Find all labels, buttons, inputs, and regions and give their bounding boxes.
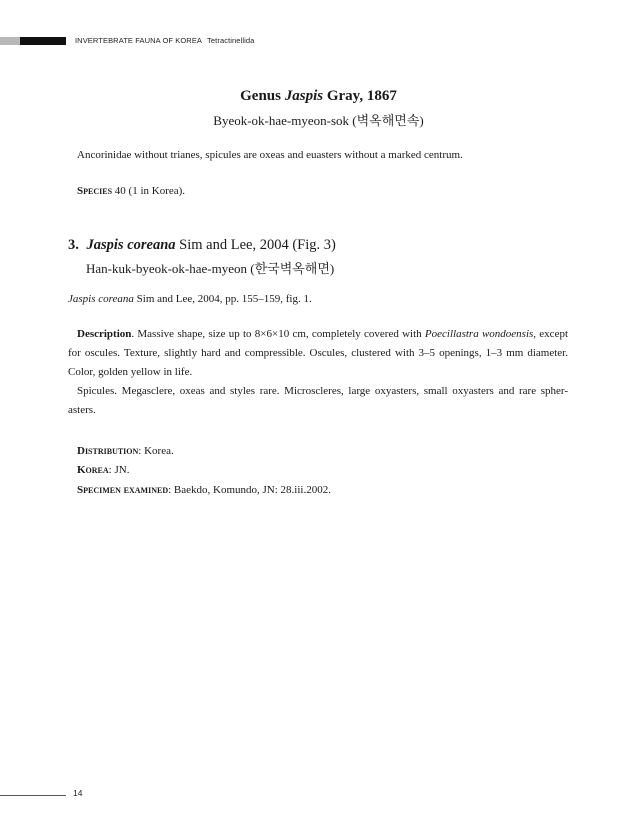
specimen-label: Specimen examined xyxy=(77,484,169,496)
species-citation xyxy=(68,290,312,308)
korea-value: : JN. xyxy=(108,464,130,476)
species-count xyxy=(77,182,185,200)
spicules-paragraph: Spicules. Megasclere, oxeas and styles rare. Microscleres, large oxyasters, small oxyasters and rare spher-asters. xyxy=(68,385,568,416)
species-description xyxy=(68,325,568,420)
citation-details: Sim and Lee, 2004, pp. 155–159, fig. 1. xyxy=(136,293,312,305)
genus-label: Genus xyxy=(240,88,281,104)
korea-label: Korea xyxy=(77,464,109,476)
species-count-label: Species xyxy=(77,185,113,197)
header-black-bar xyxy=(20,37,66,45)
description-text-1: . Massive shape, size up to 8×6×10 cm, completely covered with xyxy=(131,328,425,340)
species-number: 3. xyxy=(68,237,79,253)
specimen-value: : Baekdo, Komundo, JN: 28.iii.2002. xyxy=(168,484,331,496)
species-count-value: 40 (1 in Korea). xyxy=(114,185,186,197)
distribution-label: Distribution xyxy=(77,445,139,457)
species-name: Jaspis coreana xyxy=(86,237,176,253)
genus-korean-name: Byeok-ok-hae-myeon-sok (벽옥해면속) xyxy=(213,113,424,128)
distribution-line xyxy=(77,442,174,460)
header-grey-bar xyxy=(0,37,20,45)
description-text-2: , except for oscules. Texture, slightly hard and compressible. Oscules, clustered with 3–5 openings, 1–3 mm diameter. Color, golden yellow in life. xyxy=(68,328,569,378)
genus-name: Jaspis xyxy=(284,88,324,104)
description-paragraph xyxy=(68,325,568,382)
section-title: Tetractinellida xyxy=(207,36,255,45)
species-heading xyxy=(68,237,336,254)
running-header xyxy=(75,36,254,45)
genus-authority: Gray, 1867 xyxy=(326,88,397,104)
description-associated-species: Poecillastra wondoensis xyxy=(424,328,534,340)
genus-heading xyxy=(0,88,637,105)
footer-rule xyxy=(0,795,66,796)
species-authority: Sim and Lee, 2004 (Fig. 3) xyxy=(179,237,336,253)
page-number: 14 xyxy=(73,788,83,798)
specimen-line xyxy=(77,481,331,499)
series-title: INVERTEBRATE FAUNA OF KOREA xyxy=(75,36,203,45)
korea-line xyxy=(77,461,129,479)
distribution-value: : Korea. xyxy=(138,445,174,457)
genus-diagnosis: Ancorinidae without trianes, spicules are oxeas and euasters without a marked centrum. xyxy=(77,149,463,161)
citation-name: Jaspis coreana xyxy=(68,293,134,305)
species-korean-name: Han-kuk-byeok-ok-hae-myeon (한국벽옥해면) xyxy=(86,261,335,276)
description-label: Description xyxy=(77,328,132,340)
